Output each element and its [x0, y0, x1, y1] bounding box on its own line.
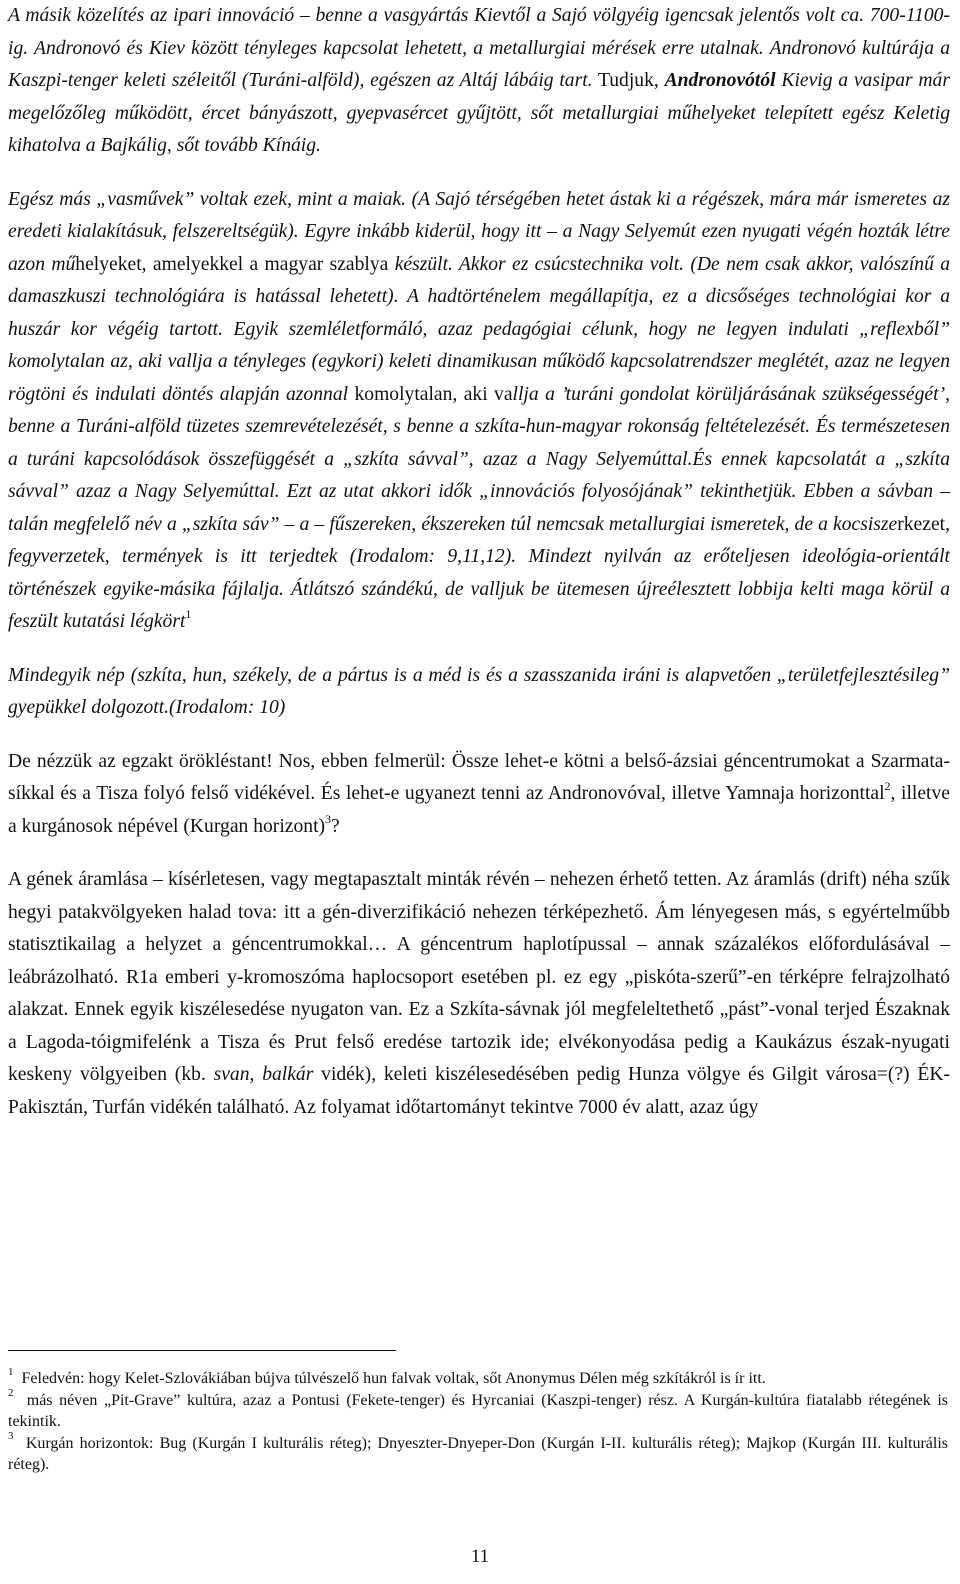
paragraph-1 [8, 0, 950, 163]
p4-part-c: ? [331, 815, 340, 837]
footnote-ref-3[interactable]: 3 [325, 811, 332, 826]
p2-part-f: rkezet, [897, 513, 950, 535]
p2-part-g: fegyverzetek, termények is itt terjedtek (Irodalom: 9,11,12). Mindezt nyilván az erőteljesen ideológia-orientált történészek egyike-másika fájlalja. Átlátszó szándékú, de valljuk be ütemesen újreélesztett lobbija kelti maga körül a feszült kutatási légkört [8, 546, 950, 632]
p1-italic-intro: A másik közelítés az ipari innováció – benne a vasgyártás Kievtől a Sajó völgyéig igencsak jelentős volt ca. 700-1100-ig. Andronovó és Kiev között tényleges kapcsolat lehetett, a metallurgiai mérések erre utalnak. Andronovó kultúrája a Kaszpi-tenger keleti széleitől (Turáni-alföld), egészen az Altáj lábáig tart. [8, 5, 950, 91]
footnote-2-number: 2 [8, 1387, 14, 1400]
p2-part-d: komolytalan, aki va [354, 383, 513, 405]
paragraph-4 [8, 746, 950, 844]
footnote-1-number: 1 [8, 1365, 14, 1378]
p5-part-c: vidék), keleti kiszélesedésében pedig Hunza völgye és Gilgit városa=(?) ÉK-Pakisztán, Turfán vidékén található. Az folyamat időtartományt tekintve 7000 év alatt, azaz úgy [8, 1064, 950, 1118]
p1-bold-andronovotol: Andronovótól [664, 70, 776, 91]
footnote-ref-2[interactable]: 2 [884, 779, 891, 794]
footnote-1 [8, 1365, 948, 1390]
document-page [8, 0, 950, 1124]
p4-part-a: De nézzük az egzakt örökléstant! Nos, ebben felmerül: Össze lehet-e kötni a belső-ázsiai géncentrumokat a Szarmata-síkkal és a Tisza folyó felső vidékével. És lehet-e ugyanezt tenni az Andronovóval, illetve Yamnaja horizonttal [8, 750, 950, 804]
p1-italic-rest: Kievig a vasipar már megelőzőleg működött, ércet bányászott, gyepvasércet gyűjtött, sőt metallurgiai műhelyeket telepített egész Keletig kihatolva a Bajkálig, sőt tovább Kínáig. [8, 70, 950, 156]
p3-text: Mindegyik nép (szkíta, hun, székely, de a pártus is a méd is és a szasszanida iráni is alapvetően „területfejlesztésileg” gyepükkel dolgozott.(Irodalom: 10) [8, 664, 950, 718]
p2-part-b: helyeket, amelyekkel a magyar szablya [75, 253, 389, 275]
footnote-1-text: Feledvén: hogy Kelet-Szlovákiában bújva túlvészelő hun falvak voltak, sőt Anonymus Délen még szkítákról is ír itt. [21, 1370, 766, 1387]
footnote-separator [8, 1350, 396, 1351]
footnote-2 [8, 1387, 949, 1433]
p5-italic-svan: svan, balkár [213, 1064, 314, 1085]
footnote-3-number: 3 [8, 1430, 14, 1443]
p1-tudjuk: Tudjuk, [597, 70, 659, 91]
p5-part-a: A gének áramlása – kísérletesen, vagy megtapasztalt minták révén – nehezen érhető tetten. Az áramlás (drift) néha szűk hegyi patakvölgyeken halad tova: itt a gén-diverzifikáció nehezen térképezhető. Ám lényegesen más, s egyértelműbb statisztikailag a helyzet a géncentrumokkal… A géncentrum haplotípussal – annak százalékos előfordulásával – leábrázolható. R1a emberi y-kromoszóma haplocsoport esetében pl. ez egy „piskóta-szerű”-en térképre felrajzolható alakzat. Ennek egyik kiszélesedése nyugaton van. Ez a Szkíta-sávnak jól megfeleltethető „pást”-vonal terjed Északnak a Lagoda-tóigmifelénk a Tisza és Prut felső eredése tartozik ide; elvékonyodása pedig a Kaukázus észak-nyugati keskeny völgyeiben (kb. [8, 869, 950, 1085]
paragraph-2 [8, 184, 950, 639]
p2-part-a: Egész más „vasművek” voltak ezek, mint a maiak. (A Sajó térségében hetet ástak ki a régészek, mára már ismeretes az eredeti kialakításuk, felszereltségük). Egyre inkább kiderül, hogy itt – a Nagy Selyemút ezen nyugati végén hozták létre azon mű [8, 188, 950, 275]
footnote-ref-1[interactable]: 1 [185, 607, 192, 622]
p2-part-c: készült. Akkor ez csúcstechnika volt. (De nem csak akkor, valószínű a damaszkuszi technológiára is hatással lehetett). A hadtörténelem megállapítja, ez a dicsőséges technológiai kor a huszár kor végéig tartott. Egyik szemléletformáló, azaz pedagógiai célunk, hogy ne legyen indulati „reflexből” komolytalan az, aki vallja a tényleges (egykori) keleti dinamikusan működő kapcsolatrendszer meglétét, azaz ne legyen rögtöni és indulati döntés alapján azonnal [8, 253, 950, 405]
p4-part-b: , illetve a kurgánosok népével (Kurgan horizont) [8, 783, 950, 837]
paragraph-5 [8, 864, 950, 1124]
p2-part-e: llja a ’turáni gondolat körüljárásának szükségességét’, benne a Turáni-alföld tüzetes szemrevételezését, s benne a szkíta-hun-magyar rokonság feltételezését. És természetesen a turáni kapcsolódások összefüggését a „szkíta sávval”, azaz a Nagy Selyemúttal.És ennek kapcsolatát a „szkíta sávval” azaz a Nagy Selyemúttal. Ezt az utat akkori idők „innovációs folyosójának” tekinthetjük. Ebben a sávban – talán megfelelő név a „szkíta sáv” – a – fűszereken, ékszereken túl nemcsak metallurgiai ismeretek, de a kocsisze [8, 383, 950, 535]
footnote-3 [8, 1430, 949, 1476]
paragraph-3 [8, 660, 950, 725]
footnote-3-text: Kurgán horizontok: Bug (Kurgán I kulturális réteg); Dnyeszter-Dnyeper-Don (Kurgán I-II. kulturális réteg); Majkop (Kurgán III. kulturális réteg). [8, 1434, 949, 1473]
page-number: 11 [470, 1546, 490, 1567]
footnotes [8, 1365, 949, 1476]
footnote-2-text: más néven „Pit-Grave” kultúra, azaz a Pontusi (Fekete-tenger) és Hyrcaniai (Kaszpi-tenger) rész. A Kurgán-kultúra fiatalabb rétegének is tekintik. [8, 1391, 949, 1430]
